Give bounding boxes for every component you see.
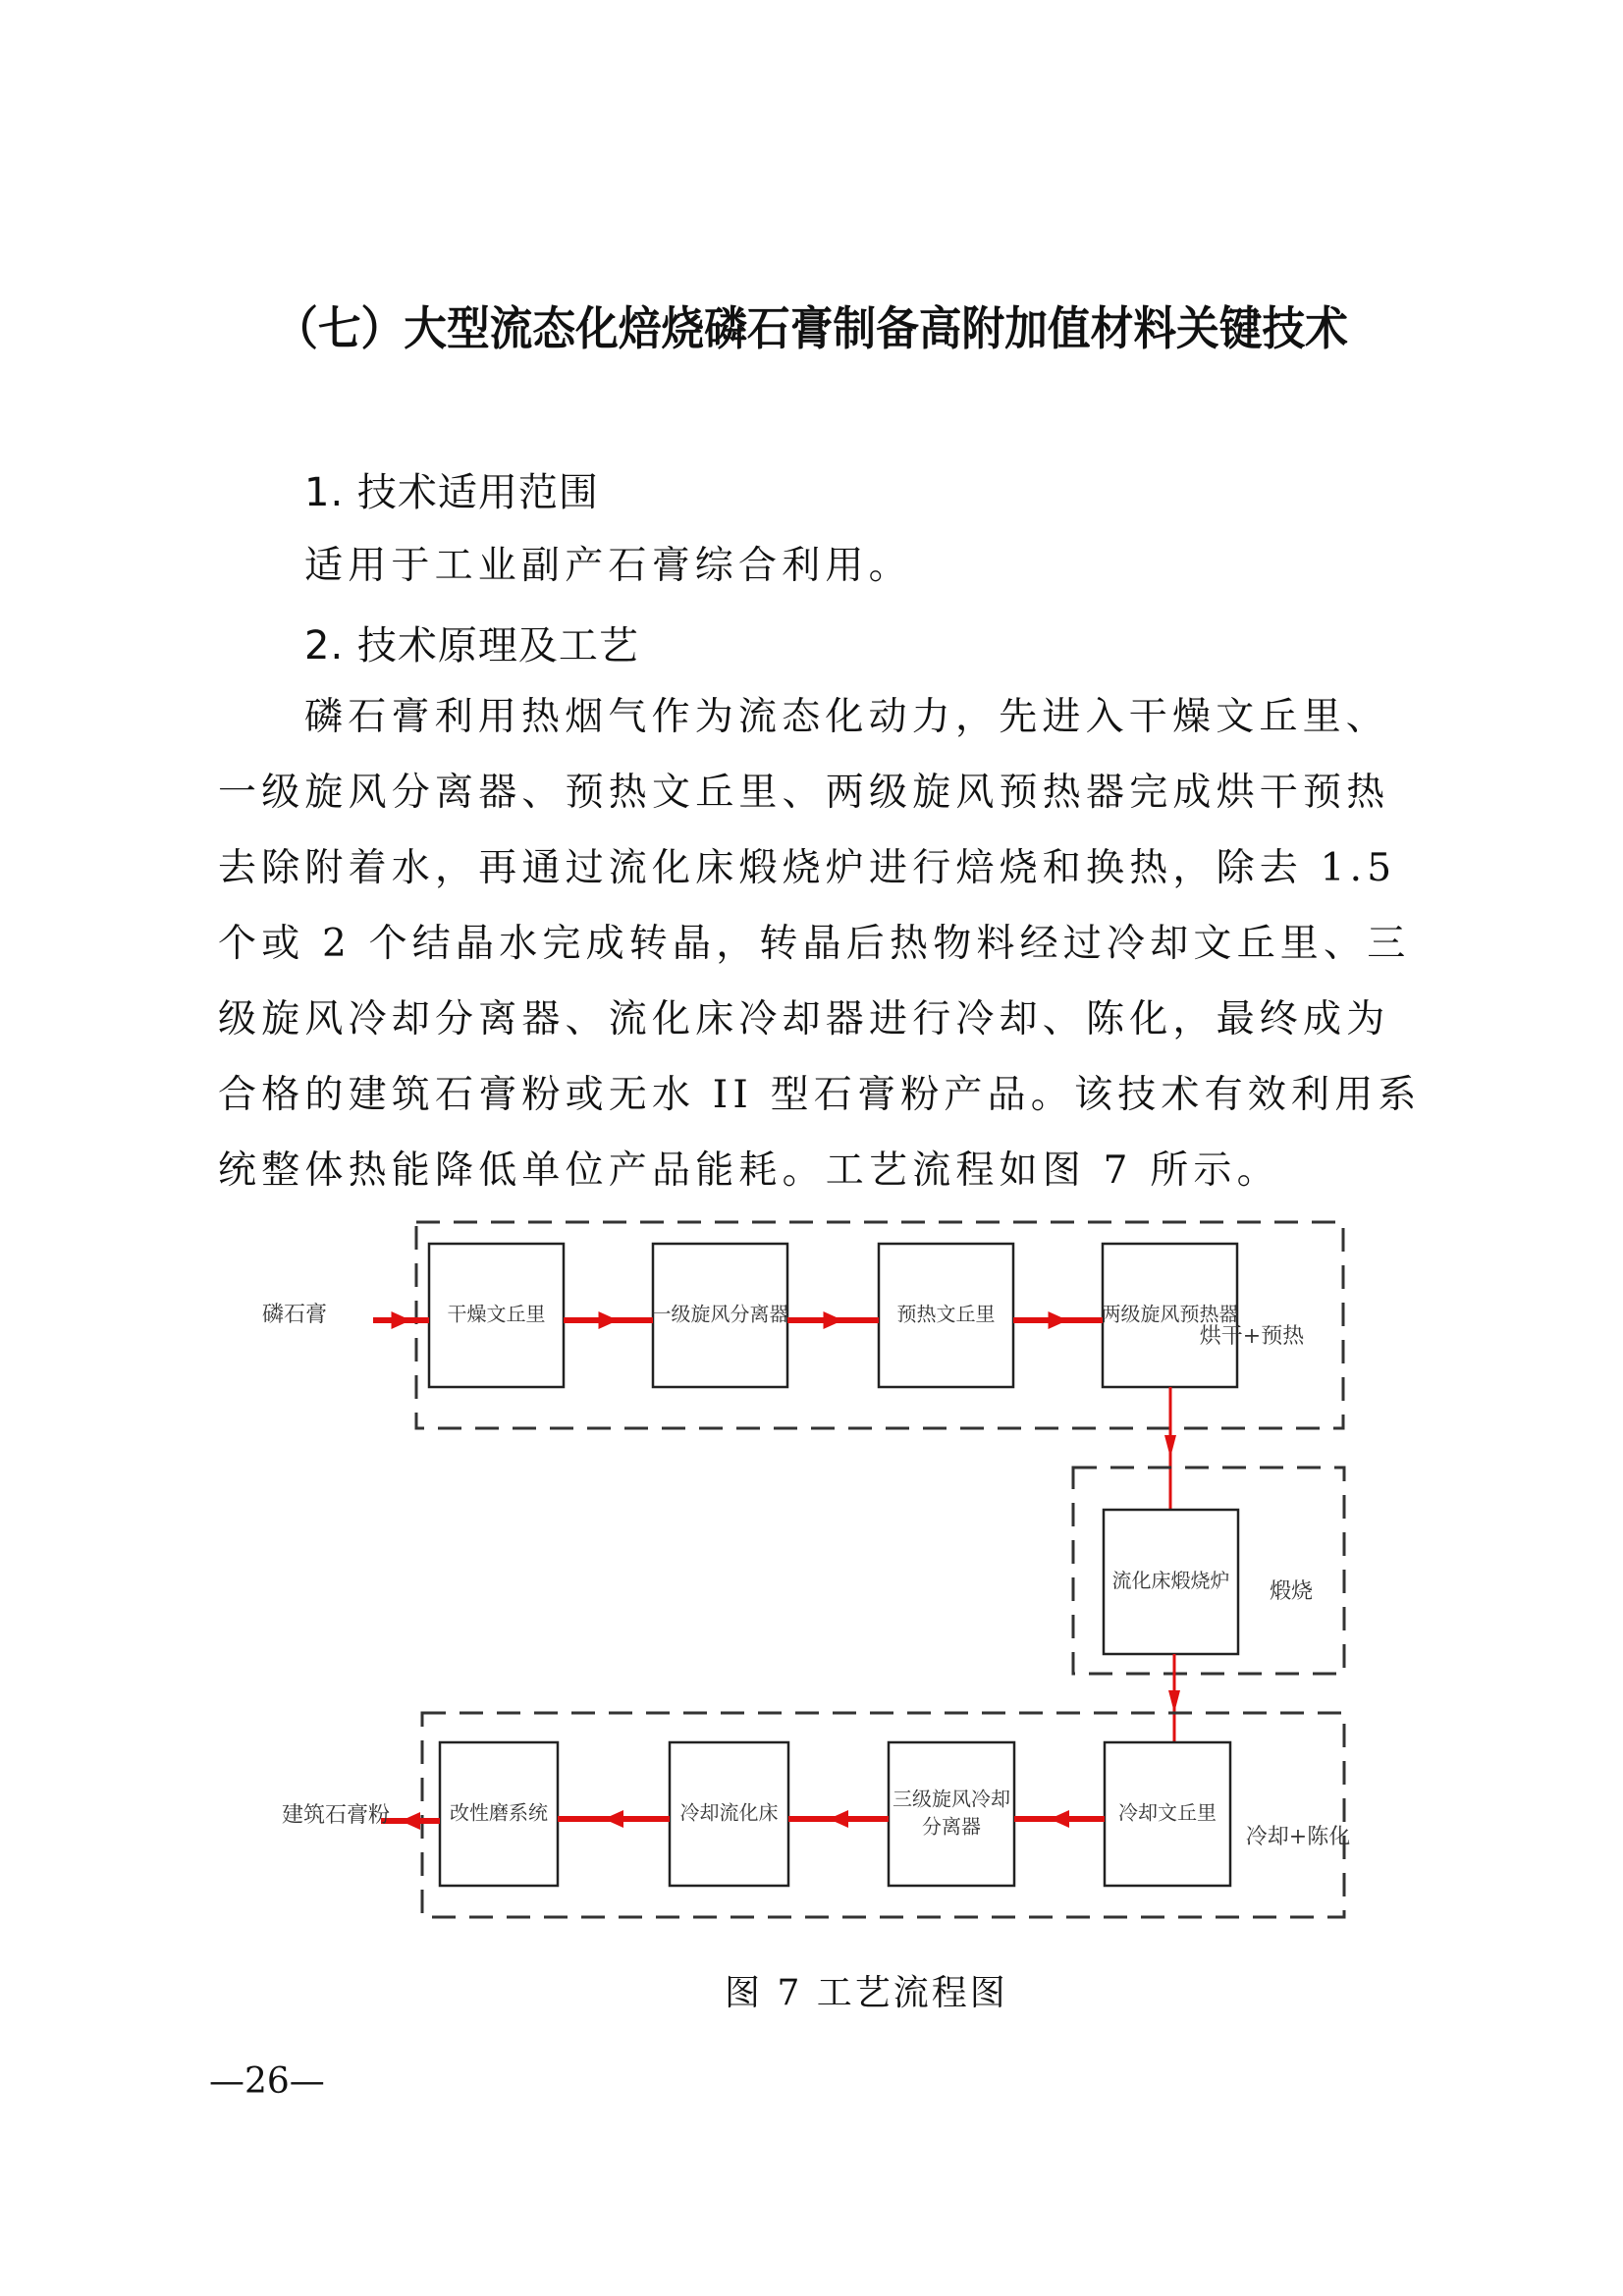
- figure-caption: 图 7 工艺流程图: [725, 1973, 1008, 2013]
- diagram-content: [262, 1222, 1350, 1917]
- process-box-1-label: 干燥文丘里: [447, 1302, 546, 1326]
- process-box-2-label: 一级旋风分离器: [651, 1302, 789, 1326]
- flow-arrow-down-1-head: [1164, 1435, 1176, 1458]
- stage-label-cooling: 冷却+陈化: [1245, 1825, 1351, 1849]
- page-title: （七）大型流态化焙烧磷石膏制备高附加值材料关键技术: [275, 302, 1348, 356]
- process-box-3-label: 预热文丘里: [896, 1302, 996, 1326]
- process-box-8-label: 改性磨系统: [450, 1800, 548, 1825]
- process-box-calciner-label: 流化床煅烧炉: [1111, 1569, 1230, 1592]
- flow-arrow-input-head: [392, 1311, 411, 1329]
- flow-arrow-bottom-2-head: [829, 1810, 848, 1828]
- output-label: 建筑石膏粉: [281, 1803, 391, 1828]
- paragraph-line: 一级旋风分离器、预热文丘里、两级旋风预热器完成烘干预热: [218, 771, 1390, 815]
- paragraph-line: 级旋风冷却分离器、流化床冷却器进行冷却、陈化，最终成为: [218, 997, 1390, 1041]
- flow-arrow-bottom-1-head: [1050, 1810, 1069, 1828]
- paragraph-line: 去除附着水，再通过流化床煅烧炉进行焙烧和换热，除去 1.5: [218, 846, 1397, 890]
- paragraph-line: 统整体热能降低单位产品能耗。工艺流程如图 7 所示。: [218, 1148, 1280, 1193]
- section-heading-principle: 2. 技术原理及工艺: [304, 623, 639, 668]
- input-label: 磷石膏: [261, 1303, 328, 1327]
- paragraph-line: 合格的建筑石膏粉或无水 II 型石膏粉产品。该技术有效利用系: [218, 1073, 1422, 1117]
- process-box-6-label: 三级旋风冷却: [893, 1787, 1010, 1811]
- process-box-7-label: 冷却流化床: [679, 1800, 779, 1825]
- process-box-5-label: 冷却文丘里: [1118, 1800, 1217, 1825]
- flow-arrow-top-2-head: [824, 1311, 843, 1329]
- section-heading-scope: 1. 技术适用范围: [304, 470, 599, 515]
- flow-arrow-top-1-head: [599, 1311, 619, 1329]
- process-box-6-label: 分离器: [922, 1814, 981, 1839]
- paragraph-line: 个或 2 个结晶水完成转晶，转晶后热物料经过冷却文丘里、三: [218, 922, 1411, 966]
- stage-label-calcination: 煅烧: [1269, 1579, 1314, 1604]
- paragraph-line: 适用于工业副产石膏综合利用。: [304, 544, 912, 588]
- flow-arrow-bottom-3-head: [604, 1810, 623, 1828]
- stage-label-drying: 烘干+预热: [1199, 1324, 1305, 1349]
- process-box-4-label: 两级旋风预热器: [1101, 1302, 1239, 1326]
- flow-arrow-down-2-head: [1168, 1690, 1180, 1713]
- page-number: —26—: [209, 2061, 325, 2102]
- paragraph-line-text: 磷石膏利用热烟气作为流态化动力，先进入干燥文丘里、: [304, 695, 1390, 739]
- flow-arrow-output-head: [401, 1812, 420, 1830]
- flow-arrow-top-3-head: [1049, 1311, 1068, 1329]
